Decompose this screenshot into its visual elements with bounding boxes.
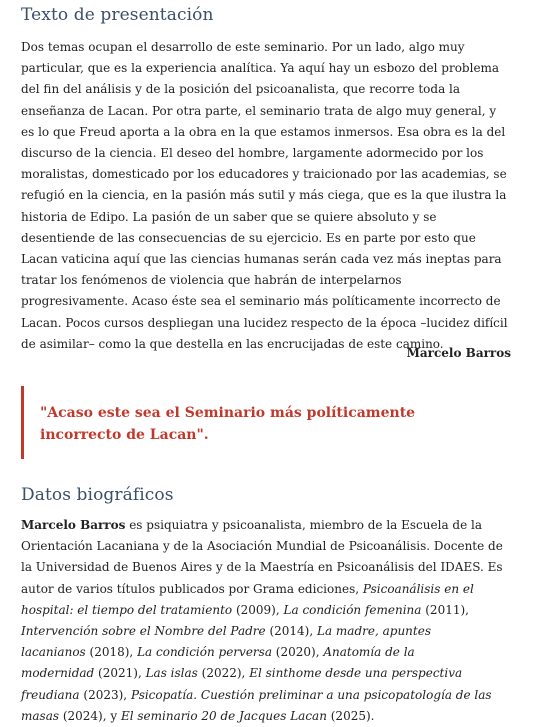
work-title: Intervención sobre el Nombre del Padre <box>21 624 266 639</box>
pull-quote <box>21 386 491 459</box>
bio-body <box>21 515 512 727</box>
presentation-body: Dos temas ocupan el desarrollo de este seminario. Por un lado, algo muy particular, que es la experiencia analítica. Ya aquí hay un esbozo del problema del fin del análisis y de la posición del psicoanalista, que recorre toda la enseñanza de Lacan. Por otra parte, el seminario trata de algo muy general, y es lo que Freud aporta a la obra en la que estamos inmersos. Esa obra es la del discurso de la ciencia. El deseo del hombre, largamente adormecido por los moralistas, domesticado por los educadores y traicionado por las academias, se refugió en la ciencia, en la pasión más sutil y más ciega, que es la que ilustra la historia de Edipo. La pasión de un saber que se quiere absoluto y se desentiende de las consecuencias de su ejercicio. Es en parte por esto que Lacan vaticina aquí que las ciencias humanas serán cada vez más ineptas para tratar los fenómenos de violencia que habrán de interpelarnos progresivamente. Acaso éste sea el seminario más políticamente incorrecto de Lacan. Pocos cursos despliegan una lucidez respecto de la época –lucidez difícil de asimilar– como la que destella en las encrucijadas de este camino. <box>21 40 508 351</box>
work-separator: , <box>465 602 469 617</box>
work-separator: , <box>309 624 317 639</box>
work-year: (2025) <box>326 708 371 723</box>
work-separator: , <box>275 602 284 617</box>
work-title: Las islas <box>145 666 198 681</box>
bio-author-name: Marcelo Barros <box>21 518 126 532</box>
work-title: Psicoanálisis en el hospital: el tiempo del tratamiento <box>21 581 474 617</box>
works-list <box>21 582 492 723</box>
work-title: El seminario 20 de Jacques Lacan <box>120 708 327 723</box>
work-title: Anatomía de la modernidad <box>21 645 415 681</box>
work-year: (2009) <box>232 602 276 617</box>
work-title: El sinthome desde una perspectiva freudiana <box>21 666 463 702</box>
work-year: (2023) <box>79 687 124 702</box>
presentation-heading: Texto de presentación <box>21 5 214 25</box>
work-title: Psicopatía. Cuestión preliminar a una psicopatología de las masas <box>21 687 492 723</box>
work-year: (2024) <box>59 708 103 723</box>
work-separator: , <box>137 666 146 681</box>
work-title: La madre, apuntes lacanianos <box>21 624 431 660</box>
work-separator: , <box>123 687 131 702</box>
work-title: La condición femenina <box>283 602 422 617</box>
bio-heading: Datos biográficos <box>21 485 174 505</box>
work-year: (2018) <box>85 645 130 660</box>
work-year: (2021) <box>94 666 138 681</box>
work-separator: , <box>315 645 324 660</box>
pull-quote-text: "Acaso este sea el Seminario más políticamente incorrecto de Lacan". <box>40 405 416 443</box>
work-year: (2022) <box>197 666 242 681</box>
work-year: (2020) <box>271 645 316 660</box>
work-year: (2014) <box>265 624 310 639</box>
work-separator: , y <box>102 708 121 723</box>
work-year: (2011) <box>421 602 466 617</box>
work-title: La condición perversa <box>137 645 272 660</box>
work-separator: , <box>241 666 250 681</box>
bio-intro: es psiquiatra y psicoanalista, miembro de la Escuela de la Orientación Lacaniana y de la Asociación Mundial de Psicoanálisis. Docente de la Universidad de Buenos Aires y de la Maestría en Psicoanálisis del IDAES. Es autor de varios títulos publicados por Grama ediciones, <box>21 518 503 596</box>
author-signature: Marcelo Barros <box>406 346 511 360</box>
work-separator: , <box>129 645 138 660</box>
work-separator: . <box>370 708 375 723</box>
